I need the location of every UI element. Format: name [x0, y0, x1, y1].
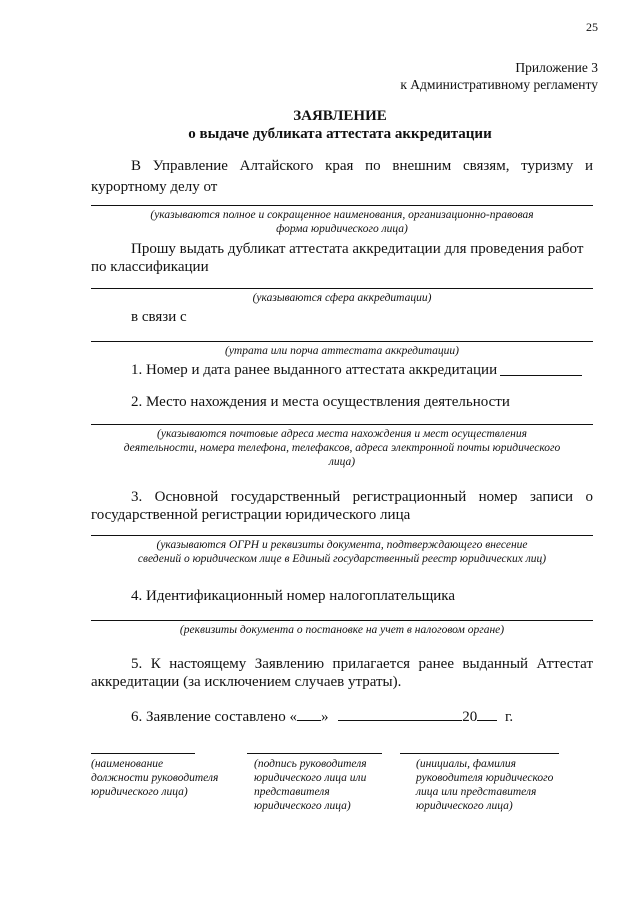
caption-signature-2: юридического лица или: [254, 772, 367, 784]
signature-caption-signature: [254, 757, 367, 813]
caption-signature-3: представителя: [254, 786, 330, 798]
intro-line-1: В Управление Алтайского края по внешним связям, туризму и: [131, 158, 593, 174]
item-1-text: 1. Номер и дата ранее выданного аттестата аккредитации: [131, 362, 498, 378]
caption-name-2: руководителя юридического: [416, 772, 554, 784]
caption-position-3: юридического лица): [91, 786, 188, 798]
item-3-caption-2: сведений о юридическом лице в Единый государственный реестр юридических лиц): [137, 553, 547, 565]
appendix-line-2: к Административному регламенту: [400, 77, 598, 92]
title-line-2: о выдаче дубликата аттестата аккредитации: [188, 126, 492, 142]
item-2-text: 2. Место нахождения и места осуществления деятельности: [131, 394, 510, 410]
month-field[interactable]: [338, 706, 462, 721]
item-1-field[interactable]: [500, 375, 582, 376]
item-2-caption-2: деятельности, номера телефона, телефаксов, адреса электронной почты юридического: [123, 442, 561, 454]
appendix-line-1: Приложение 3: [515, 60, 598, 75]
applicant-name-field[interactable]: [91, 205, 593, 206]
item-4-caption: (реквизиты документа о постановке на учет в налоговом органе): [179, 624, 505, 636]
item-3-caption-1: (указываются ОГРН и реквизиты документа, подтверждающего внесение: [156, 539, 528, 551]
intro-line-2: курортному делу от: [91, 179, 218, 195]
position-signature-line[interactable]: [91, 753, 195, 754]
page-number: 25: [586, 20, 598, 34]
reason-field[interactable]: [91, 341, 593, 342]
caption-position-2: должности руководителя: [91, 772, 219, 784]
request-line-2: по классификации: [91, 259, 209, 275]
signature-caption-position: [91, 757, 218, 799]
caption-signature-4: юридического лица): [254, 800, 351, 812]
year-field[interactable]: [477, 706, 497, 721]
item-2-caption-1: (указываются почтовые адреса места нахождения и мест осуществления: [157, 428, 527, 440]
caption-position-1: (наименование: [91, 758, 164, 770]
caption-name-3: лица или представителя: [416, 786, 537, 798]
appendix-note: [330, 59, 598, 93]
request-caption: (указываются сфера аккредитации): [252, 292, 432, 304]
request-line-1: Прошу выдать дубликат аттестата аккредитации для проведения работ: [131, 241, 584, 257]
item-6-text: 6. Заявление составлено «: [131, 709, 297, 725]
caption-name-4: юридического лица): [416, 800, 513, 812]
signature-line[interactable]: [247, 753, 382, 754]
accreditation-scope-field[interactable]: [91, 288, 593, 289]
item-5-line-2: аккредитации (за исключением случаев утраты).: [91, 674, 402, 690]
intro-caption-2: форма юридического лица): [276, 223, 408, 235]
year-prefix: 20: [462, 709, 478, 725]
name-signature-line[interactable]: [400, 753, 559, 754]
item-6-line: [131, 706, 513, 726]
item-2-field[interactable]: [91, 424, 593, 425]
day-field[interactable]: [297, 706, 321, 721]
item-5-line-1: 5. К настоящему Заявлению прилагается ранее выданный Аттестат: [131, 656, 593, 672]
signature-caption-name: [416, 757, 553, 813]
item-4-text: 4. Идентификационный номер налогоплательщика: [131, 588, 456, 604]
document-title: [90, 107, 590, 143]
title-line-1: ЗАЯВЛЕНИЕ: [293, 108, 387, 124]
item-3-line-2: государственной регистрации юридического лица: [91, 507, 411, 523]
item-2-caption-3: лица): [328, 456, 356, 468]
close-quote: »: [320, 709, 329, 725]
reason-caption: (утрата или порча аттестата аккредитации): [224, 345, 459, 357]
caption-name-1: (инициалы, фамилия: [416, 758, 516, 770]
item-3-line-1: 3. Основной государственный регистрационный номер записи о: [131, 489, 593, 505]
caption-signature-1: (подпись руководителя: [254, 758, 367, 770]
item-4-field[interactable]: [91, 620, 593, 621]
item-3-field[interactable]: [91, 535, 593, 536]
intro-caption-1: (указываются полное и сокращенное наименования, организационно-правовая: [150, 209, 534, 221]
year-suffix: г.: [504, 709, 514, 725]
reason-label: в связи с: [131, 309, 187, 325]
